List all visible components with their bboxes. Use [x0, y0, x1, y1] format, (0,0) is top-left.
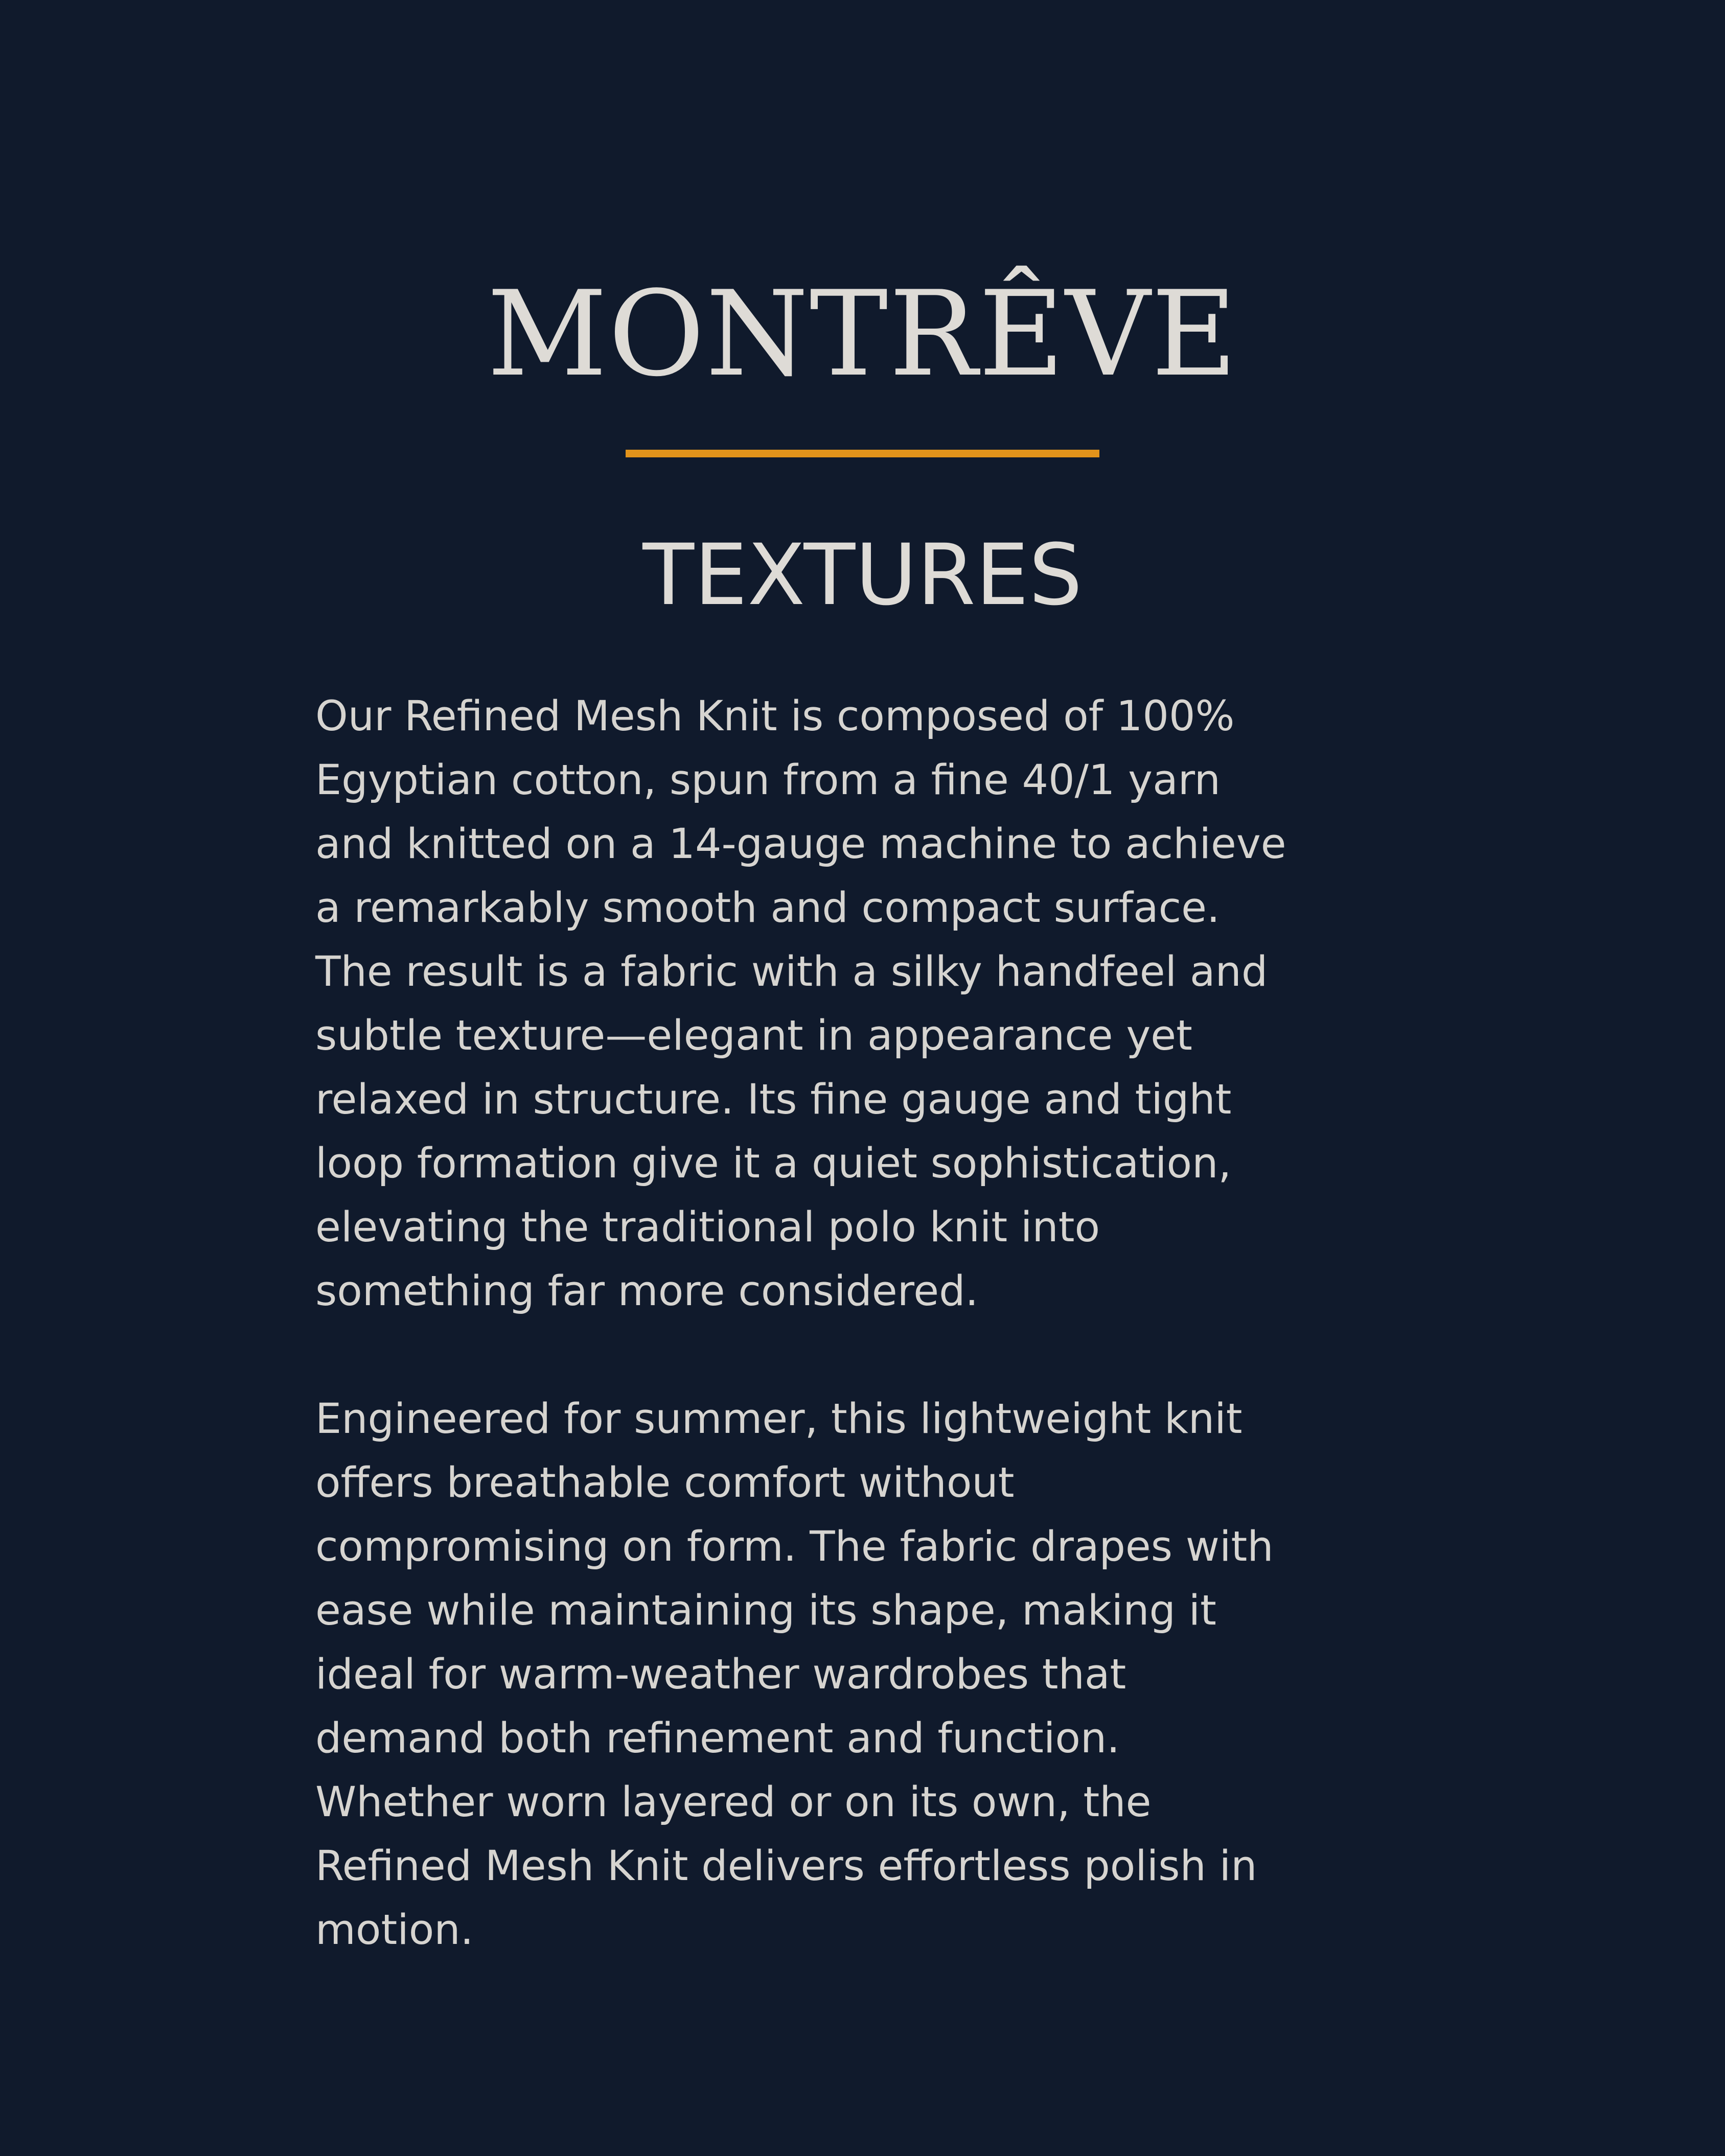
paragraph-line: Refined Mesh Knit delivers effortless polish in	[315, 1842, 1257, 1890]
paragraph-line: a remarkably smooth and compact surface.	[315, 884, 1220, 932]
paragraph-line: motion.	[315, 1906, 474, 1954]
paragraph-line: relaxed in structure. Its fine gauge and tight	[315, 1076, 1232, 1124]
paragraph-line: Our Refined Mesh Knit is composed of 100%	[315, 692, 1235, 740]
paragraph-line: demand both refinement and function.	[315, 1714, 1120, 1763]
paragraph-fabric-composition	[315, 685, 1430, 1324]
paragraph-line: compromising on form. The fabric drapes with	[315, 1523, 1274, 1571]
brand-wordmark: MONTRÊVE	[487, 266, 1238, 403]
paragraph-line: Engineered for summer, this lightweight knit	[315, 1395, 1243, 1443]
paragraph-line: loop formation give it a quiet sophistication,	[315, 1140, 1232, 1188]
paragraph-line: Whether worn layered or on its own, the	[315, 1778, 1152, 1826]
paragraph-line: something far more considered.	[315, 1267, 979, 1315]
paragraph-line: offers breathable comfort without	[315, 1459, 1015, 1507]
paragraph-line: ideal for warm-weather wardrobes that	[315, 1651, 1126, 1699]
paragraph-line: and knitted on a 14-gauge machine to achieve	[315, 820, 1286, 868]
description-body	[315, 685, 1430, 1962]
paragraph-line: Egyptian cotton, spun from a fine 40/1 yarn	[315, 756, 1221, 804]
paragraph-summer-wear	[315, 1387, 1430, 1962]
paragraph-line: elevating the traditional polo knit into	[315, 1203, 1100, 1251]
paragraph-line: subtle texture—elegant in appearance yet	[315, 1012, 1192, 1060]
paragraph-line: The result is a fabric with a silky handfeel and	[315, 948, 1268, 996]
section-title: TEXTURES	[642, 526, 1083, 624]
paragraph-line: ease while maintaining its shape, making it	[315, 1587, 1216, 1635]
accent-divider	[626, 450, 1099, 457]
